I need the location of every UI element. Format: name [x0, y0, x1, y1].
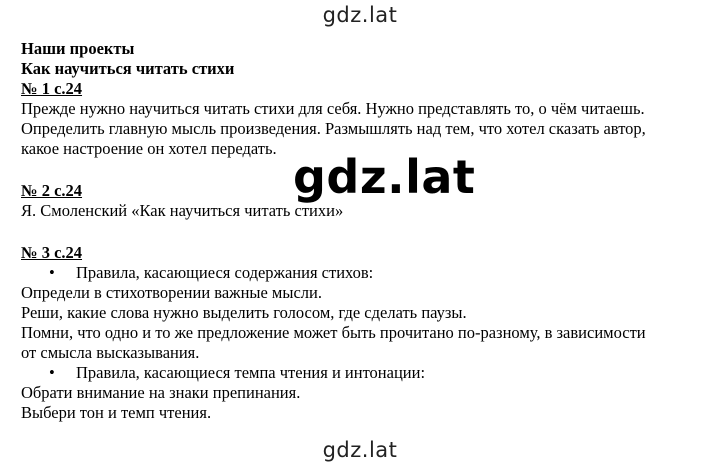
- section-1-line: Прежде нужно научиться читать стихи для себя. Нужно представлять то, о чём читаешь.: [21, 99, 645, 118]
- bullet-icon: •: [49, 263, 55, 282]
- bullet-text: Правила, касающиеся темпа чтения и интонации:: [76, 363, 426, 382]
- section-2-title: № 2 с.24: [21, 181, 83, 200]
- section-3-title: № 3 с.24: [21, 243, 83, 262]
- section-3-line: Обрати внимание на знаки препинания.: [21, 383, 301, 402]
- bullet-item: [21, 263, 711, 283]
- section-3-line: Определи в стихотворении важные мысли.: [21, 283, 322, 302]
- section-3-line: Выбери тон и темп чтения.: [21, 403, 212, 422]
- document-body: [21, 39, 711, 423]
- bullet-icon: •: [49, 363, 55, 382]
- watermark-center: gdz.lat: [293, 150, 476, 204]
- watermark-bottom: gdz.lat: [322, 438, 398, 462]
- watermark-top: gdz.lat: [322, 3, 398, 27]
- heading-projects: Наши проекты: [21, 39, 135, 58]
- bullet-item: [21, 363, 711, 383]
- section-1-line: Определить главную мысль произведения. Размышлять над тем, что хотел сказать автор,: [21, 119, 646, 138]
- bullet-text: Правила, касающиеся содержания стихов:: [76, 263, 374, 282]
- section-3-line: от смысла высказывания.: [21, 343, 200, 362]
- section-1-line: какое настроение он хотел передать.: [21, 139, 277, 158]
- section-2-line: Я. Смоленский «Как научиться читать стихи»: [21, 201, 344, 220]
- section-3-line: Помни, что одно и то же предложение может быть прочитано по-разному, в зависимости: [21, 323, 646, 342]
- section-3-line: Реши, какие слова нужно выделить голосом, где сделать паузы.: [21, 303, 467, 322]
- heading-topic: Как научиться читать стихи: [21, 59, 235, 78]
- section-1-title: № 1 с.24: [21, 79, 83, 98]
